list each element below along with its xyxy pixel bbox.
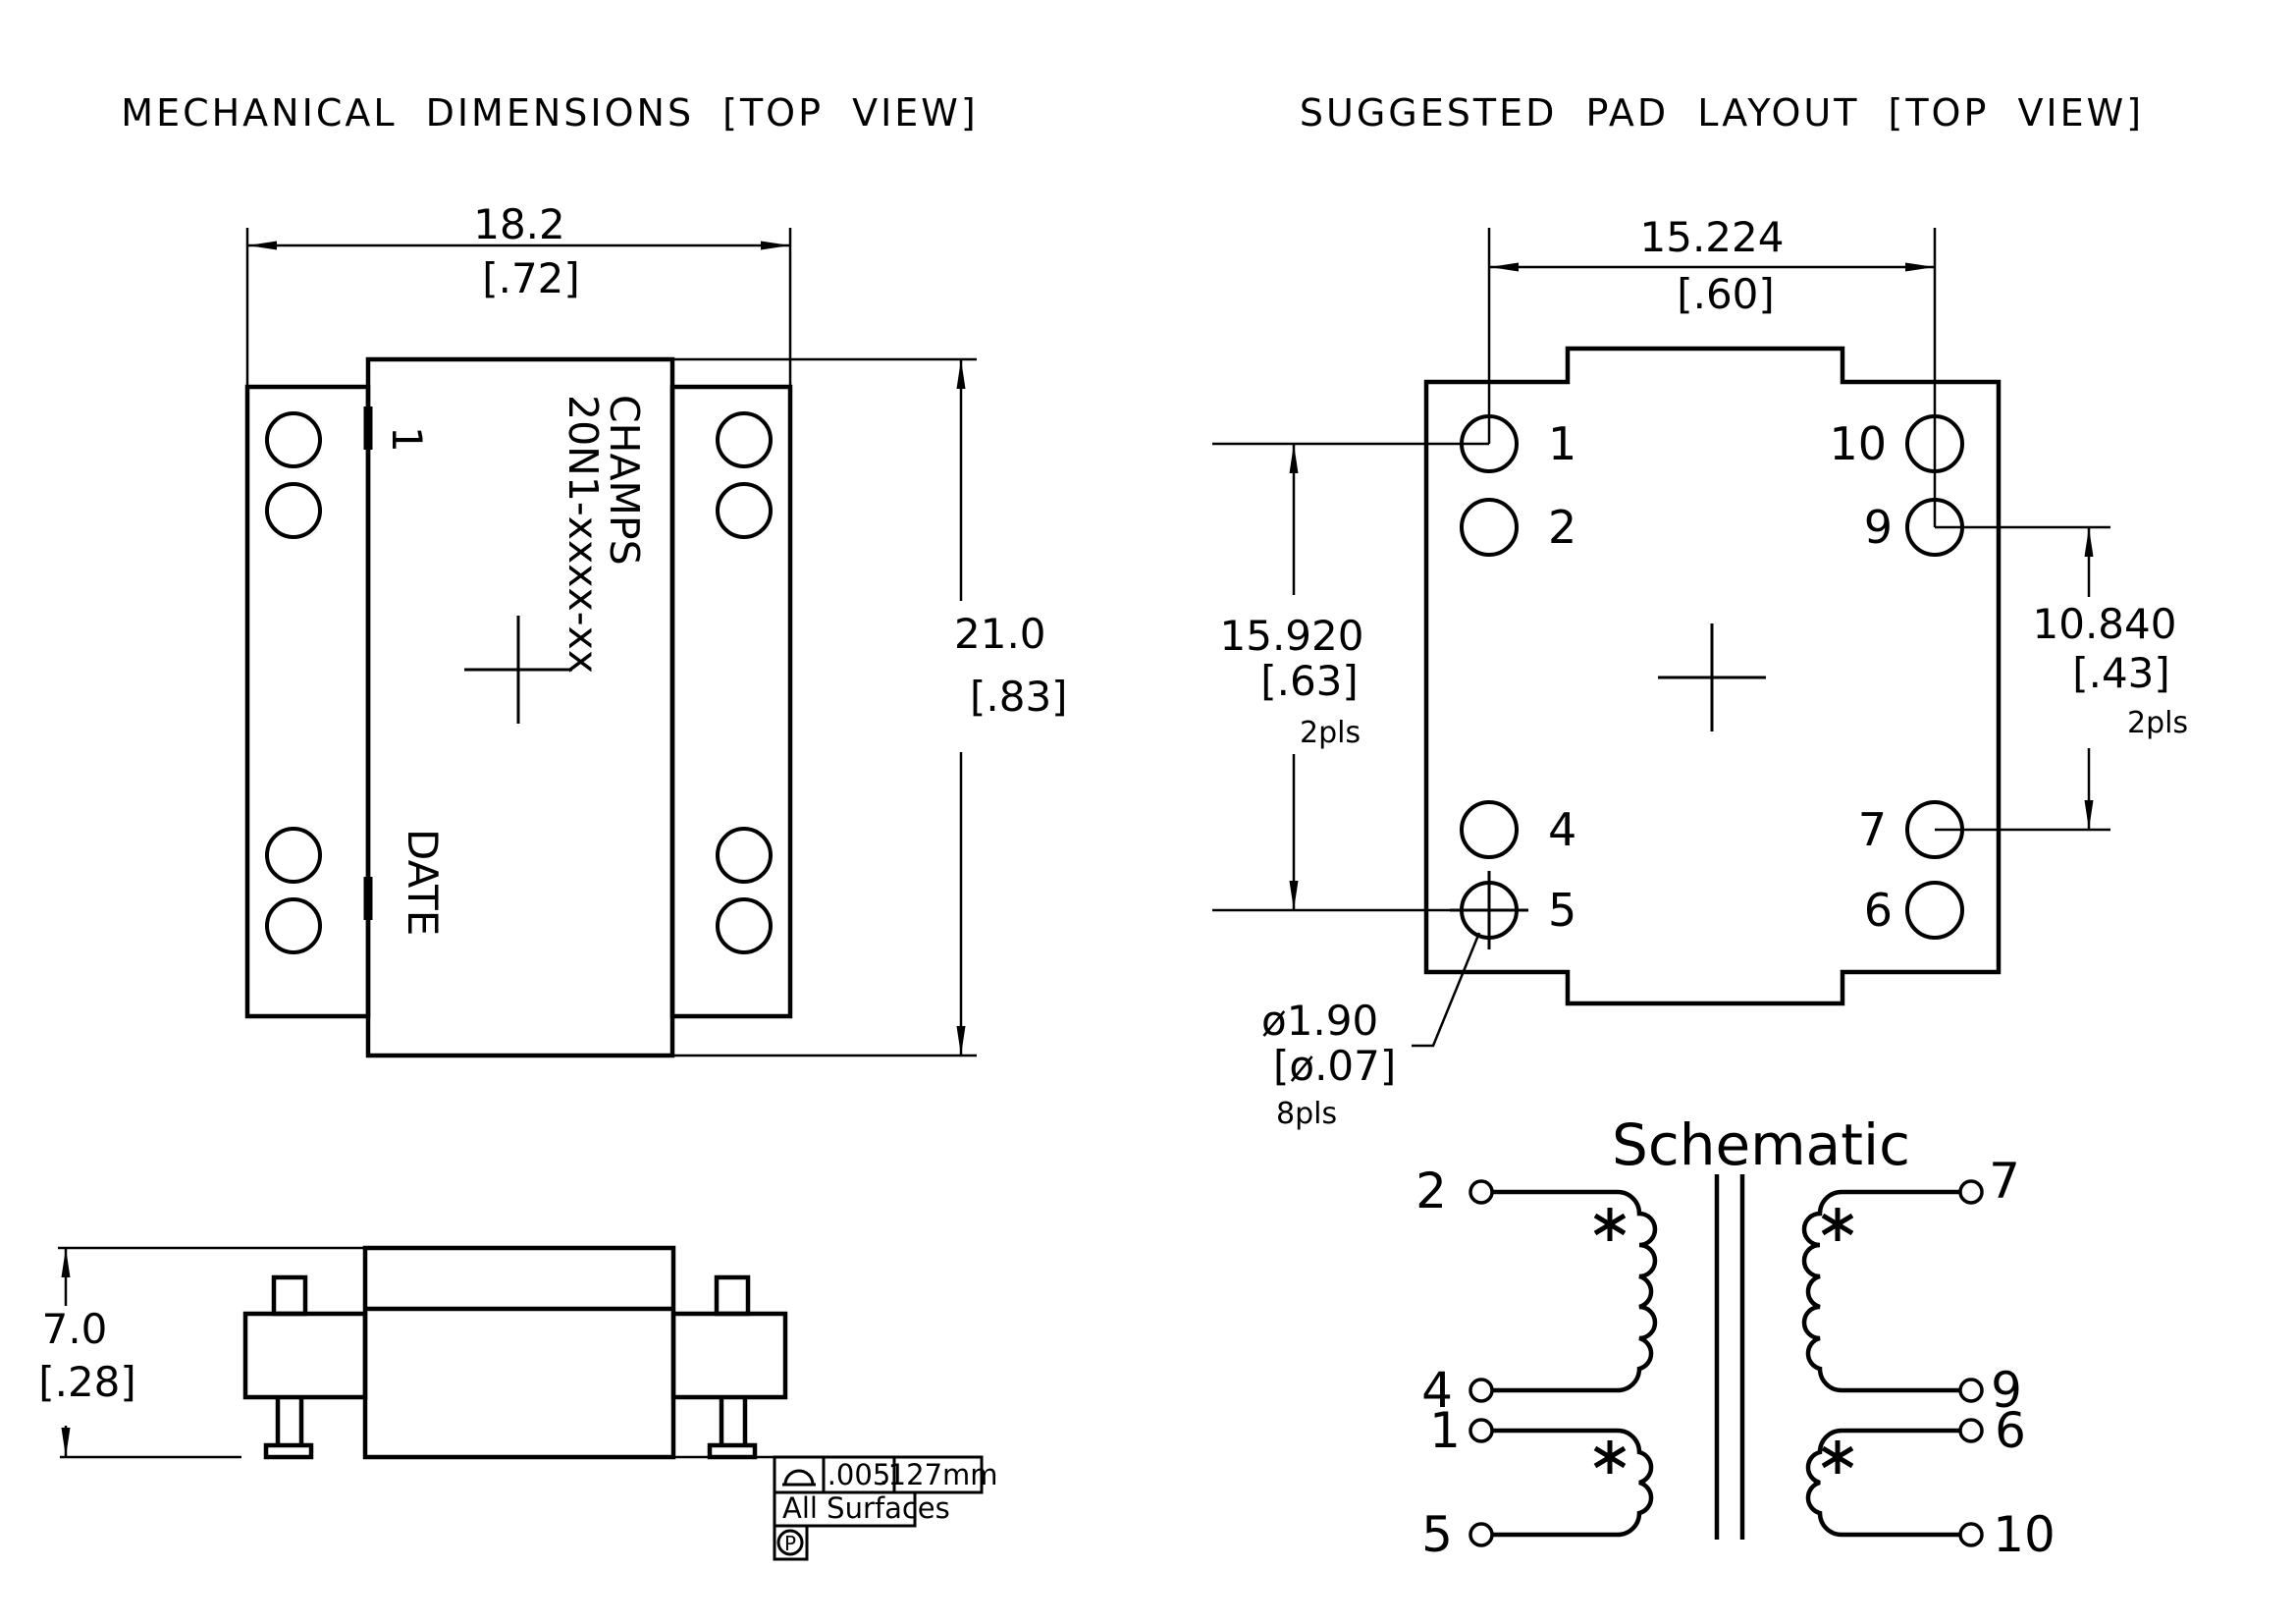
pin-1-label: 1	[1429, 1402, 1461, 1459]
frame-scope: All Surfaces	[782, 1491, 950, 1525]
dim-mm: ø1.90	[1261, 997, 1379, 1045]
hole-right-1	[718, 413, 771, 466]
part-marking-line1: CHAMPS	[601, 395, 648, 566]
profile-of-a-surface-icon	[782, 1471, 816, 1485]
pad-span-dimension	[1489, 213, 1935, 527]
pin1-marker: 1	[383, 426, 431, 453]
left-lead-foot	[266, 1445, 311, 1457]
dim-mm: 10.840	[2032, 600, 2177, 648]
polarity-asterisk	[1823, 1440, 1852, 1474]
pin-2-label: 2	[1415, 1163, 1447, 1219]
free-state-modifier-icon	[778, 1531, 802, 1555]
pad-5-label: 5	[1548, 884, 1577, 937]
pad-4-label: 4	[1548, 803, 1577, 856]
side-body-outline	[365, 1248, 673, 1457]
dim-inch: [.28]	[38, 1358, 136, 1406]
winding-2-4	[1415, 1163, 1655, 1419]
pad-2-label: 2	[1548, 501, 1577, 554]
right-flange-tab	[717, 1277, 748, 1314]
coil-2-4	[1492, 1192, 1655, 1390]
pad-right-dimension	[1935, 527, 2188, 830]
schematic-title: Schematic	[1612, 1111, 1910, 1178]
hole-right-4	[718, 899, 771, 952]
coil-6-10	[1808, 1431, 1959, 1535]
side-left-flange	[245, 1277, 365, 1457]
tolerance-frame	[774, 1457, 998, 1559]
pad-1-label: 1	[1548, 417, 1577, 470]
pad-7-label: 7	[1857, 803, 1887, 856]
side-right-flange	[673, 1277, 785, 1457]
dim-inch: [ø.07]	[1273, 1042, 1397, 1090]
frame-inch-value: .005	[827, 1458, 891, 1491]
terminal-1	[1470, 1420, 1492, 1441]
right-flange-outline	[672, 387, 790, 1016]
mechanical-title: MECHANICAL DIMENSIONS [TOP VIEW]	[121, 91, 979, 135]
dim-mm: 7.0	[41, 1305, 108, 1353]
side-view	[38, 1248, 997, 1559]
dim-places: 2pls	[1300, 716, 1362, 750]
pin-9-label: 9	[1991, 1362, 2022, 1419]
left-flange-tab	[274, 1277, 305, 1314]
dim-mm: 21.0	[954, 610, 1046, 658]
pad-left-dimension	[1212, 444, 1489, 910]
dim-places: 8pls	[1276, 1097, 1338, 1131]
pad-10-label: 10	[1829, 417, 1887, 470]
dim-inch: [.63]	[1260, 657, 1359, 705]
pad-layout-title: SUGGESTED PAD LAYOUT [TOP VIEW]	[1299, 91, 2145, 135]
schematic	[1415, 1111, 2056, 1563]
pad-layout-view	[1212, 91, 2188, 1131]
pad-6-circle	[1907, 883, 1962, 938]
hole-right-3	[718, 829, 771, 882]
leader-line	[1412, 933, 1479, 1046]
pad-2-circle	[1462, 500, 1517, 555]
pin-7-label: 7	[1989, 1153, 2020, 1210]
polarity-asterisk	[1595, 1440, 1625, 1474]
hole-right-2	[718, 484, 771, 537]
dim-mm: 18.2	[473, 200, 565, 248]
hole-diameter-callout	[1261, 933, 1479, 1131]
date-marking: DATE	[399, 829, 447, 937]
pad-6-label: 6	[1863, 884, 1893, 937]
terminal-4	[1470, 1380, 1492, 1401]
pin-6-label: 6	[1995, 1402, 2026, 1459]
pin-10-label: 10	[1993, 1506, 2056, 1563]
dim-inch: [.72]	[482, 254, 580, 302]
polarity-asterisk	[1823, 1208, 1852, 1241]
layout-center-crosshair	[1658, 623, 1766, 731]
pad-4-circle	[1462, 802, 1517, 857]
terminal-2	[1470, 1181, 1492, 1203]
pin-4-label: 4	[1421, 1362, 1453, 1419]
winding-1-5	[1421, 1402, 1651, 1563]
right-lead-foot	[710, 1445, 755, 1457]
dim-inch: [.83]	[970, 673, 1068, 721]
terminal-9	[1960, 1380, 1982, 1401]
hole-left-3	[267, 829, 320, 882]
polarity-asterisk	[1595, 1208, 1625, 1241]
dim-inch: [.43]	[2072, 649, 2170, 697]
center-crosshair	[464, 616, 572, 724]
frame-mm-value: .127mm	[879, 1458, 998, 1491]
hole-left-4	[267, 899, 320, 952]
terminal-6	[1960, 1420, 1982, 1441]
coil-1-5	[1492, 1431, 1651, 1535]
coil-7-9	[1804, 1192, 1959, 1390]
pin-5-label: 5	[1421, 1506, 1453, 1563]
dim-mm: 15.920	[1219, 612, 1364, 660]
hole-left-1	[267, 413, 320, 466]
terminal-10	[1960, 1524, 1982, 1545]
winding-7-9	[1804, 1153, 2022, 1419]
hole-left-2	[267, 484, 320, 537]
dim-mm: 15.224	[1639, 213, 1785, 261]
winding-6-10	[1808, 1402, 2056, 1563]
mechanical-top-view	[121, 91, 1067, 1056]
frame-modifier-letter: P	[783, 1532, 797, 1555]
frame-symbol-cell	[774, 1457, 824, 1492]
pad-9-label: 9	[1863, 501, 1893, 554]
dim-places: 2pls	[2127, 706, 2189, 740]
terminal-7	[1960, 1181, 1982, 1203]
dim-inch: [.60]	[1677, 270, 1775, 318]
part-marking-line2: 20N1-xxxx-xx	[560, 395, 607, 675]
side-height-dimension	[38, 1248, 368, 1457]
terminal-5	[1470, 1524, 1492, 1545]
